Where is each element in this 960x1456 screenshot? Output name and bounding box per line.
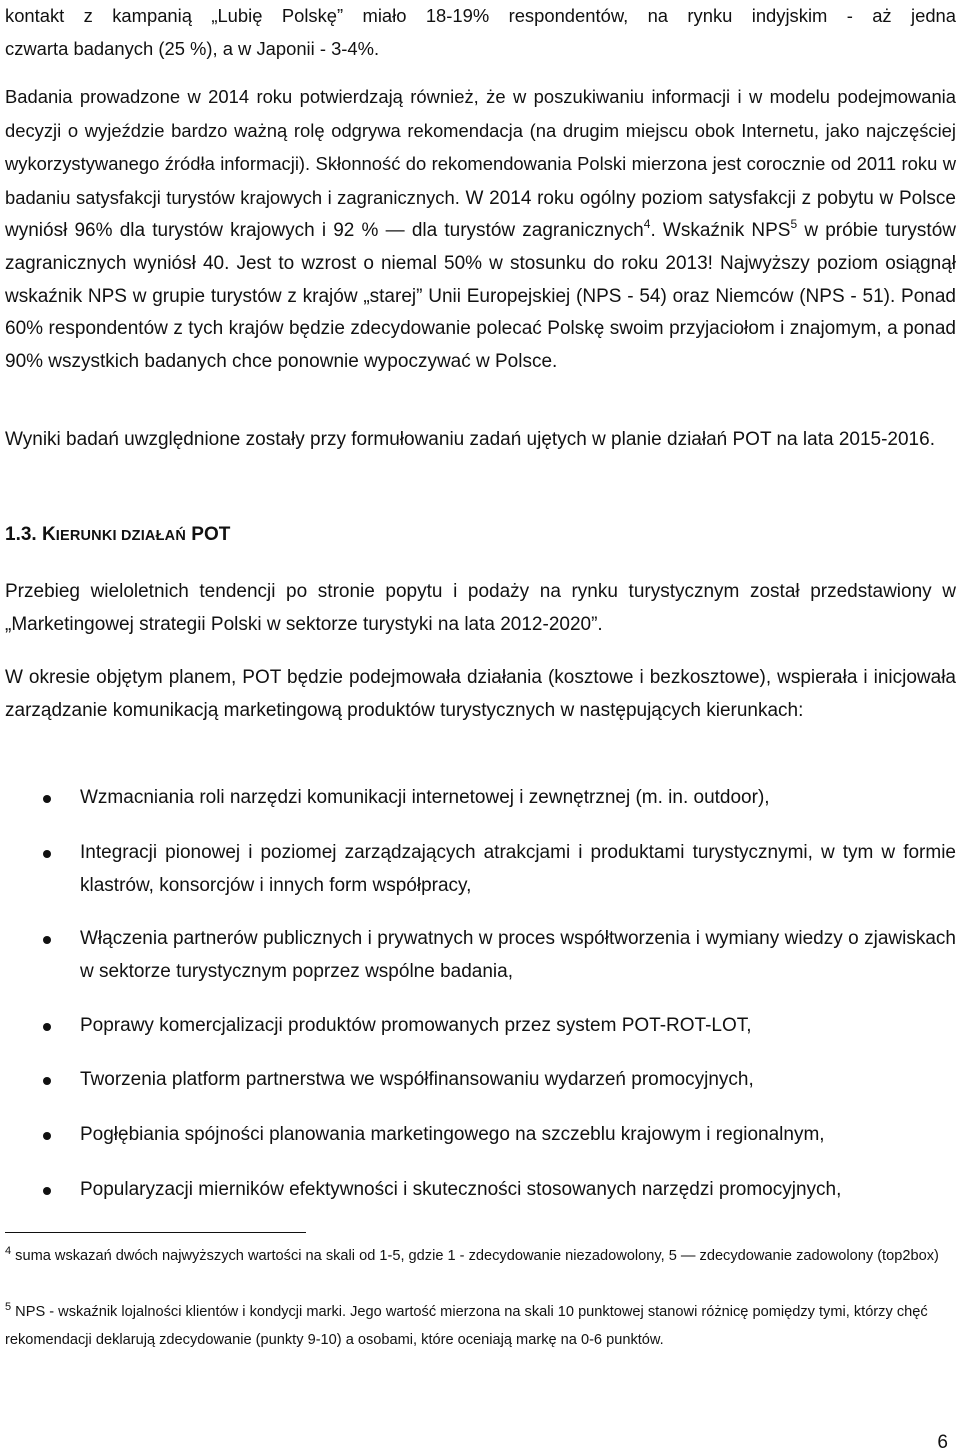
bullet-icon [43,850,51,858]
paragraph-results: Wyniki badań uwzględnione zostały przy formułowaniu zadań ujętych w planie działań POT na lata 2015-2016. [5,429,935,450]
intro-line-2: czwarta badanych (25 %), a w Japonii - 3-4%. [5,37,380,59]
footnote-4: $^4$ suma wskazań dwóch najwyższych wartości na skali od 1-5, gdzie 1 - zdecydowanie niezadowolony, 5 — zdecydowanie zadowolony (top2box) [5,1245,939,1264]
research-text-b: W 2014 roku ogólny poziom satysfakcji z pobytu w Polsce wyniósł 96% dla turystów krajowych i 92 % — dla turystów zagranicznych [5,187,956,242]
bullet-icon [43,1077,51,1085]
intro-line-1: kontakt z kampanią „Lubię Polskę” miało 18-19% respondentów, na rynku indyjskim - aż jedna [5,5,956,26]
paragraph-plan: W okresie objętym planem, POT będzie podejmowała działania (kosztowe i bezkosztowe), wspierała i inicjowała zarządzanie komunikacją marketingową produktów turystycznych w następujących kierunkach: [5,667,956,721]
bullet-icon [43,1132,51,1140]
paragraph-research [5,81,956,378]
bullet-icon [43,936,51,944]
section-heading: 1.3. KIERUNKI DZIAŁAŃ POT [5,524,231,545]
list-item: Integracji pionowej i poziomej zarządzających atrakcjami i produktami turystycznymi, w tym w formie klastrów, konsorcjów i innych form współpracy, [5,837,956,902]
research-text-c: . Wskaźnik NPS [650,220,791,242]
footnote-5: $^5$ NPS - wskaźnik lojalności klientów i kondycji marki. Jego wartość mierzona na skali 10 punktowej stanowi różnicę pomiędzy tymi, którzy chęć rekomendacji deklarują zdecydowanie (punkty 9-10) a osobami, które oceniają markę na 0-6 punktów. [5,1301,928,1348]
research-text-d: w próbie turystów zagranicznych wyniósł 40. Jest to wzrost o niemal 50% w stosunku do roku 2013! Najwyższy poziom osiągnął wskaźnik NPS w grupie turystów z krajów „starej” Unii Europejskiej (NPS - 54) oraz Niemców (NPS - 51). Ponad 60% respondentów z tych krajów będzie zdecydowanie polecać Polskę swoim przyjaciołom i znajomym, a ponad 90% wszystkich badanych chce ponownie wypoczywać w Polsce. [5,220,956,372]
footnote-ref-5[interactable]: 5 [790,217,798,232]
footnote-separator [5,1232,306,1233]
list-item: Poprawy komercjalizacji produktów promowanych przez system POT-ROT-LOT, [5,1010,956,1043]
bullet-icon [43,795,51,803]
list-item: Wzmacniania roli narzędzi komunikacji internetowej i zewnętrznej (m. in. outdoor), [5,782,956,815]
paragraph-trends: Przebieg wieloletnich tendencji po stronie popytu i podaży na rynku turystycznym został przedstawiony w „Marketingowej strategii Polski w sektorze turystyki na lata 2012-2020”. [5,581,956,635]
list-item: Tworzenia platform partnerstwa we współfinansowaniu wydarzeń promocyjnych, [5,1064,956,1097]
page-number: 6 [937,1432,948,1453]
list-item: Włączenia partnerów publicznych i prywatnych w proces współtworzenia i wymiany wiedzy o zjawiskach w sektorze turystycznym poprzez wspólne badania, [5,923,956,988]
list-item: Pogłębiania spójności planowania marketingowego na szczeblu krajowym i regionalnym, [5,1119,956,1152]
section-number: 1.3. [5,524,37,545]
bullet-icon [43,1023,51,1031]
research-text-a: Badania prowadzone w 2014 roku potwierdzają również, że w poszukiwaniu informacji i w modelu podejmowania decyzji o wyjeździe bardzo ważną rolę odgrywa rekomendacja (na drugim miejscu obok Internetu, jako najczęściej wykorzystywanego źródła informacji). Skłonność do rekomendowania Polski mierzona jest corocznie od 2011 roku w badaniu satysfakcji turystów krajowych i zagranicznych. [5,86,956,208]
list-item: Popularyzacji mierników efektywności i skuteczności stosowanych narzędzi promocyjnych, [5,1174,956,1207]
footnote-ref-4[interactable]: 4 [643,217,651,232]
bullet-icon [43,1187,51,1195]
